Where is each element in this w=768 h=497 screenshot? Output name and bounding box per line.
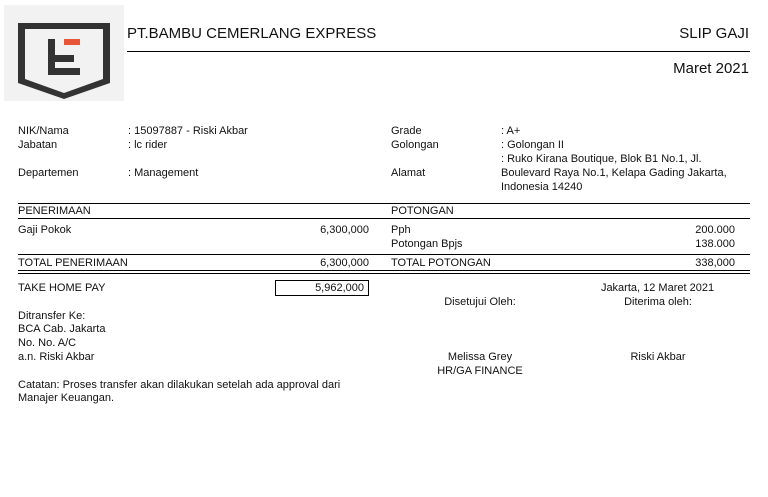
total-penerimaan-amount: 6,300,000 bbox=[320, 257, 369, 269]
take-home-amount: 5,962,000 bbox=[275, 280, 369, 296]
total-potongan-label: TOTAL POTONGAN bbox=[391, 257, 491, 269]
total-penerimaan-label: TOTAL PENERIMAAN bbox=[18, 257, 128, 269]
alamat-line-2: Boulevard Raya No.1, Kelapa Gading Jakarta, bbox=[501, 167, 727, 179]
jabatan-value: : lc rider bbox=[128, 139, 168, 151]
nik-label: NIK/Nama bbox=[18, 125, 69, 137]
take-home-label: TAKE HOME PAY bbox=[18, 282, 106, 294]
penerimaan-item-label: Gaji Pokok bbox=[18, 224, 72, 236]
jabatan-label: Jabatan bbox=[18, 139, 58, 151]
potongan-item-label: Pph bbox=[391, 224, 411, 236]
alamat-line-3: Indonesia 14240 bbox=[501, 181, 583, 193]
golongan-value: : Golongan II bbox=[501, 139, 564, 151]
place-date: Jakarta, 12 Maret 2021 bbox=[600, 282, 715, 294]
received-by-label: Diterima oleh: bbox=[624, 296, 692, 308]
grade-label: Grade bbox=[391, 125, 422, 137]
approved-by-label: Disetujui Oleh: bbox=[444, 296, 516, 308]
transfer-line-4: a.n. Riski Akbar bbox=[18, 351, 95, 363]
golongan-label: Golongan bbox=[391, 139, 439, 151]
potongan-item-amount: 200.000 bbox=[695, 224, 735, 236]
table-top-border bbox=[18, 203, 750, 204]
note-line-2: Manajer Keuangan. bbox=[18, 392, 115, 404]
penerimaan-item-amount: 6,300,000 bbox=[320, 224, 369, 236]
potongan-item-amount: 138.000 bbox=[695, 238, 735, 250]
alamat-label: Alamat bbox=[391, 167, 426, 179]
grade-value: : A+ bbox=[501, 125, 521, 137]
header-divider bbox=[127, 51, 750, 52]
pay-period: Maret 2021 bbox=[673, 60, 749, 77]
company-name: PT.BAMBU CEMERLANG EXPRESS bbox=[127, 25, 377, 42]
potongan-header: POTONGAN bbox=[391, 205, 454, 217]
note-line-1: Catatan: Proses transfer akan dilakukan setelah ada approval dari bbox=[18, 379, 341, 391]
company-logo bbox=[4, 5, 124, 101]
departemen-value: : Management bbox=[128, 167, 199, 179]
approver-title: HR/GA FINANCE bbox=[437, 365, 523, 377]
total-potongan-amount: 338,000 bbox=[695, 257, 735, 269]
alamat-line-1: : Ruko Kirana Boutique, Blok B1 No.1, Jl. bbox=[501, 153, 702, 165]
totals-bottom-border-1 bbox=[18, 270, 750, 271]
potongan-item-label: Potongan Bpjs bbox=[391, 238, 463, 250]
penerimaan-header: PENERIMAAN bbox=[18, 205, 91, 217]
doc-title: SLIP GAJI bbox=[679, 25, 749, 42]
transfer-line-1: Ditransfer Ke: bbox=[18, 310, 86, 322]
receiver-name: Riski Akbar bbox=[630, 351, 686, 363]
shield-logo-icon bbox=[4, 5, 124, 101]
totals-top-border bbox=[18, 254, 750, 255]
departemen-label: Departemen bbox=[18, 167, 79, 179]
transfer-line-3: No. No. A/C bbox=[18, 337, 77, 349]
nik-value: : 15097887 - Riski Akbar bbox=[128, 125, 248, 137]
totals-bottom-border-2 bbox=[18, 273, 750, 274]
transfer-line-2: BCA Cab. Jakarta bbox=[18, 323, 106, 335]
table-header-border bbox=[18, 218, 750, 219]
approver-name: Melissa Grey bbox=[447, 351, 513, 363]
